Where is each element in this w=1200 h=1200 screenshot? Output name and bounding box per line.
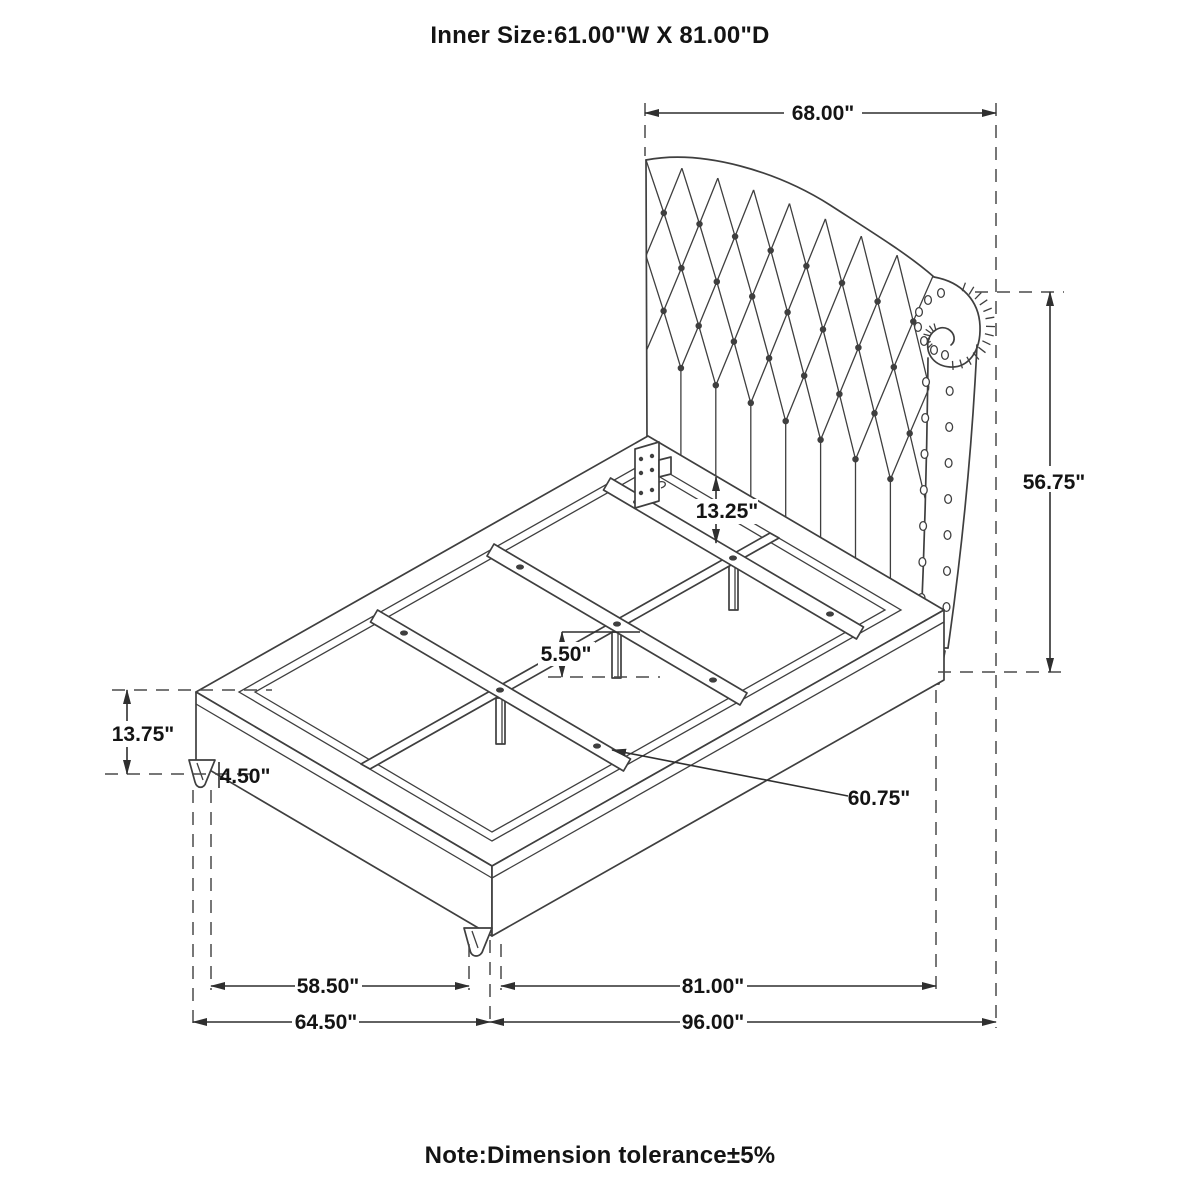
label-headboard-to-slat: 13.25" bbox=[695, 500, 759, 523]
label-side-rail-height: 13.75" bbox=[111, 723, 175, 746]
label-slat-length: 60.75" bbox=[847, 787, 911, 810]
headboard-left-edge bbox=[646, 160, 647, 442]
label-overall-length: 96.00" bbox=[681, 1011, 745, 1034]
label-headboard-width: 68.00" bbox=[791, 102, 855, 125]
tolerance-note: Note:Dimension tolerance±5% bbox=[424, 1142, 776, 1169]
diagram-title: Inner Size:61.00"W X 81.00"D bbox=[430, 22, 770, 49]
label-inner-length: 81.00" bbox=[681, 975, 745, 998]
foot-corner-leg bbox=[464, 928, 492, 956]
label-foot-width: 58.50" bbox=[296, 975, 360, 998]
label-overall-width: 64.50" bbox=[294, 1011, 358, 1034]
label-headboard-height: 56.75" bbox=[1022, 471, 1086, 494]
label-slat-leg-height: 5.50" bbox=[540, 643, 592, 666]
label-front-leg-height: 4.50" bbox=[219, 765, 271, 788]
